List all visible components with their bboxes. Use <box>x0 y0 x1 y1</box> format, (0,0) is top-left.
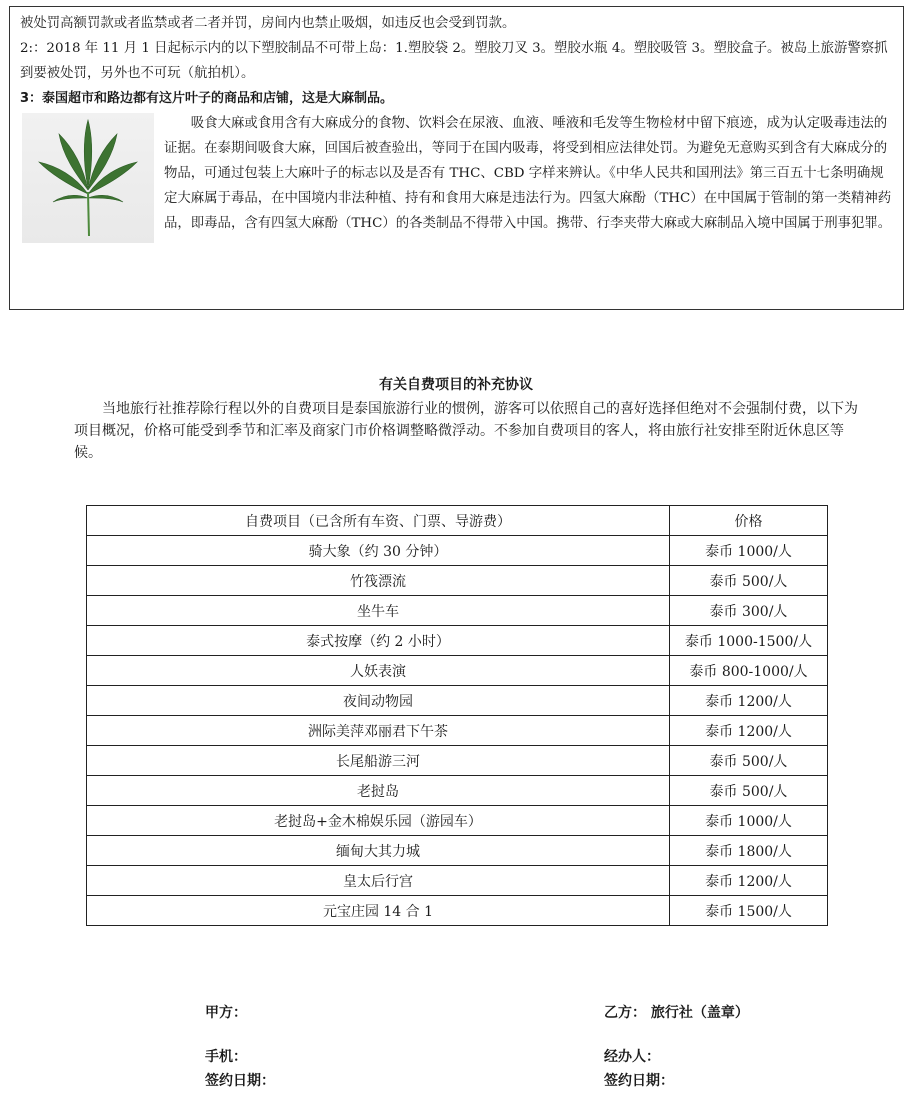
row-item: 人妖表演 <box>87 656 670 686</box>
table-row <box>87 656 828 686</box>
cannabis-leaf-icon <box>22 113 154 243</box>
row-item: 洲际美萍邓丽君下午茶 <box>87 716 670 746</box>
row-price: 泰币 1200/人 <box>670 866 828 896</box>
phone-label: 手机： <box>205 1049 247 1065</box>
table-row <box>87 716 828 746</box>
party-a-label: 甲方： <box>205 1005 247 1021</box>
row-price: 泰币 1800/人 <box>670 836 828 866</box>
row-item: 骑大象（约 30 分钟） <box>87 536 670 566</box>
notice-box <box>9 6 904 310</box>
row-item: 缅甸大其力城 <box>87 836 670 866</box>
table-row <box>87 686 828 716</box>
row-item: 泰式按摩（约 2 小时） <box>87 626 670 656</box>
party-b-label: 乙方： 旅行社（盖章） <box>604 1005 749 1021</box>
row-item: 长尾船游三河 <box>87 746 670 776</box>
table-row <box>87 536 828 566</box>
table-header-row <box>87 506 828 536</box>
row-price: 泰币 300/人 <box>670 596 828 626</box>
row-price: 泰币 1000-1500/人 <box>670 626 828 656</box>
date-b-label: 签约日期： <box>604 1073 674 1089</box>
row-price: 泰币 1000/人 <box>670 806 828 836</box>
table-row <box>87 626 828 656</box>
row-item: 老挝岛+金木棉娱乐园（游园车） <box>87 806 670 836</box>
row-item: 坐牛车 <box>87 596 670 626</box>
row-price: 泰币 1500/人 <box>670 896 828 926</box>
row-item: 老挝岛 <box>87 776 670 806</box>
notice-line-1: 被处罚高额罚款或者监禁或者二者并罚，房间内也禁止吸烟，如违反也会受到罚款。 <box>20 16 516 31</box>
table-row <box>87 836 828 866</box>
row-price: 泰币 1000/人 <box>670 536 828 566</box>
table-row <box>87 746 828 776</box>
agreement-intro: 当地旅行社推荐除行程以外的自费项目是泰国旅游行业的惯例，游客可以依照自己的喜好选择但绝对不会强制付费，以下为项目概况，价格可能受到季节和汇率及商家门市价格调整略微浮动。不参加自费项目的客人，将由旅行社安排至附近休息区等候。 <box>74 401 858 461</box>
row-item: 竹筏漂流 <box>87 566 670 596</box>
row-item: 夜间动物园 <box>87 686 670 716</box>
date-a-label: 签约日期： <box>205 1073 275 1089</box>
table-row <box>87 596 828 626</box>
agreement-title: 有关自费项目的补充协议 <box>379 377 533 393</box>
header-item: 自费项目（已含所有车资、门票、导游费） <box>87 506 670 536</box>
table-row <box>87 806 828 836</box>
notice-line-3: 3：泰国超市和路边都有这片叶子的商品和店铺，这是大麻制品。 <box>20 91 394 106</box>
row-price: 泰币 500/人 <box>670 566 828 596</box>
row-price: 泰币 1200/人 <box>670 716 828 746</box>
row-price: 泰币 500/人 <box>670 746 828 776</box>
table-row <box>87 896 828 926</box>
row-price: 泰币 1200/人 <box>670 686 828 716</box>
cannabis-warning-paragraph: 吸食大麻或食用含有大麻成分的食物、饮料会在尿液、血液、唾液和毛发等生物检材中留下痕迹，成为认定吸毒违法的证据。在泰期间吸食大麻，回国后被查验出，等同于在国内吸毒，将受到相应法律处罚。为避免无意购买到含有大麻成分的物品，可通过包装上大麻叶子的标志以及是否有 THC、CBD 字样来辨认。《中华人民共和国刑法》第三百五十七条明确规定大麻属于毒品，在中国境内非法种植、持有和食用大麻是违法行为。四氢大麻酚（THC）在中国属于管制的第一类精神药品，即毒品，含有四氢大麻酚（THC）的各类制品不得带入中国。携带、行李夹带大麻或大麻制品入境中国属于刑事犯罪。 <box>164 116 892 231</box>
notice-line-2: 2:：2018 年 11 月 1 日起标示内的以下塑胶制品不可带上岛：1.塑胶袋 2。塑胶刀叉 3。塑胶水瓶 4。塑胶吸管 3。塑胶盒子。被岛上旅游警察抓到要被处罚，另外也不可玩（航拍机）。 <box>20 41 888 81</box>
table-row <box>87 866 828 896</box>
header-price: 价格 <box>670 506 828 536</box>
row-item: 皇太后行宫 <box>87 866 670 896</box>
row-price: 泰币 500/人 <box>670 776 828 806</box>
row-item: 元宝庄园 14 合 1 <box>87 896 670 926</box>
table-row <box>87 566 828 596</box>
fee-table <box>86 505 828 926</box>
table-row <box>87 776 828 806</box>
row-price: 泰币 800-1000/人 <box>670 656 828 686</box>
agent-label: 经办人： <box>604 1049 660 1065</box>
